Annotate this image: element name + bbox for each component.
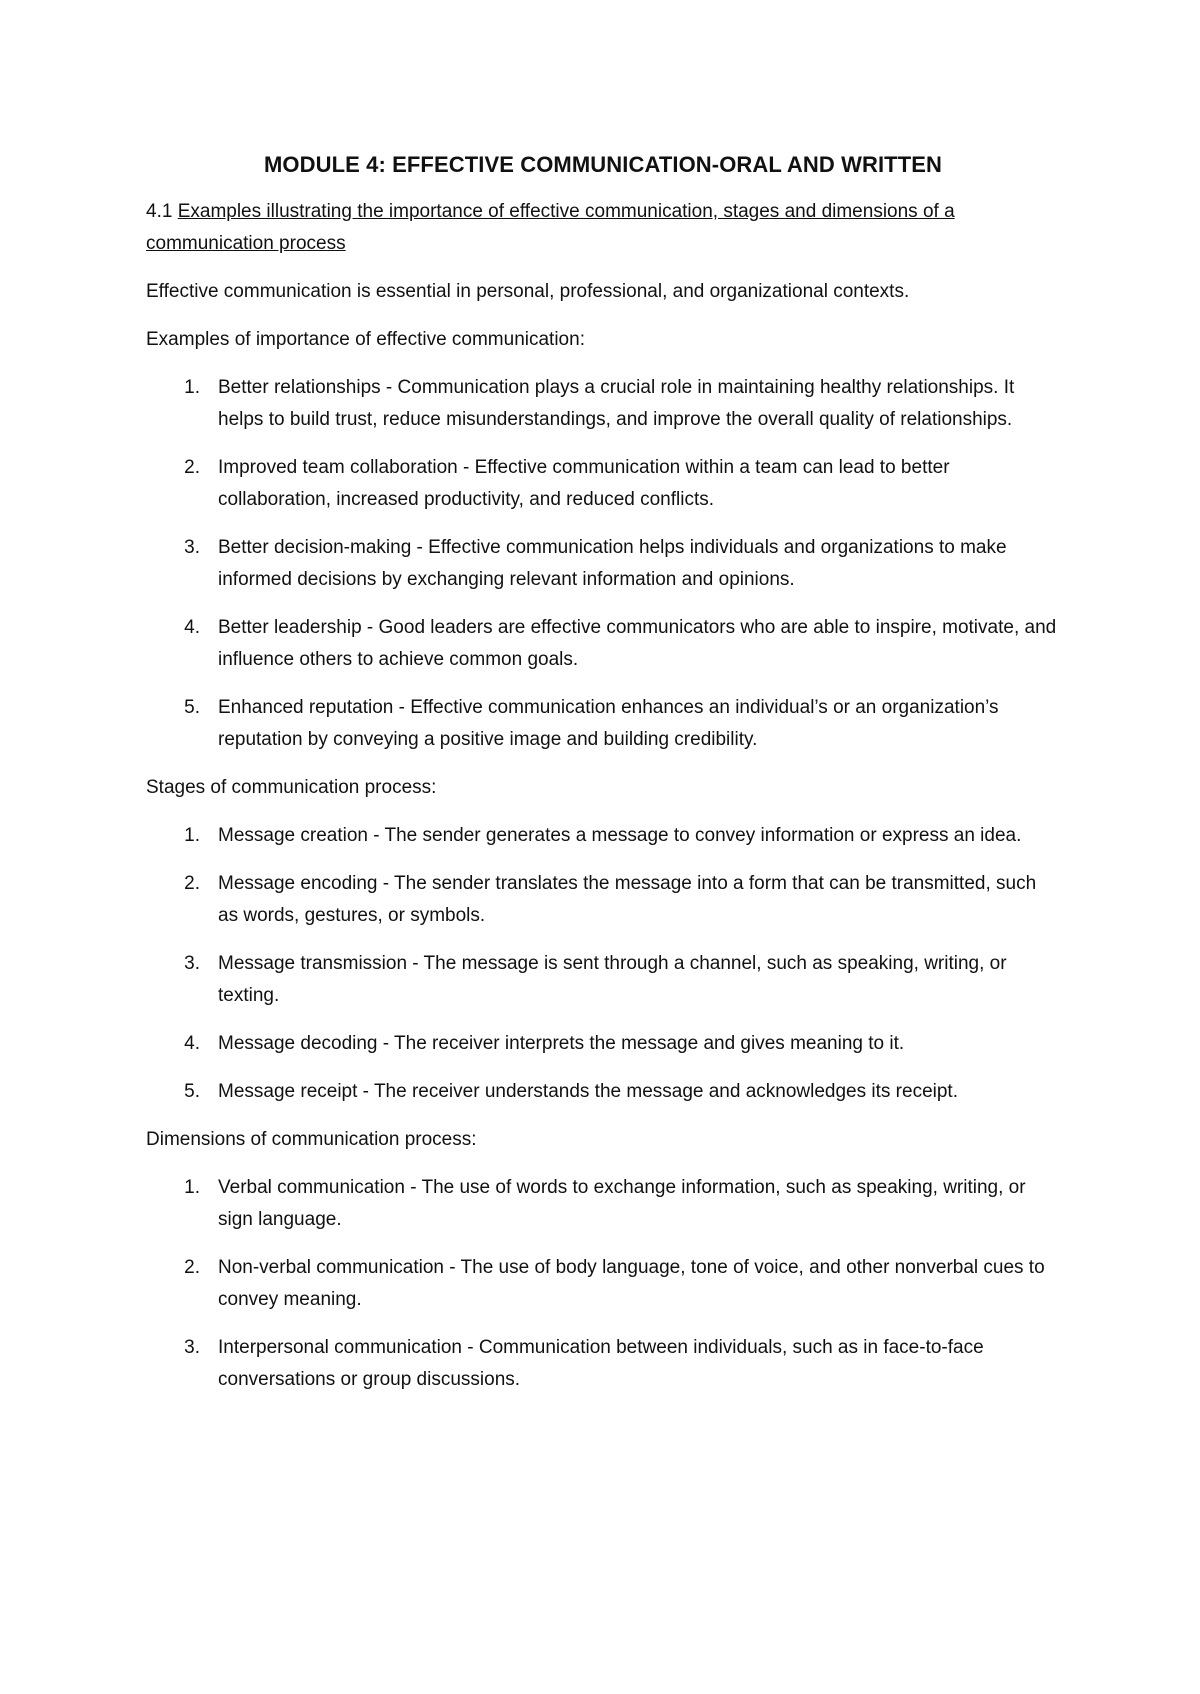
list-text: Improved team collaboration - Effective communication within a team can lead to better collaboration, increased productivity, and reduced conflicts. [218,457,950,510]
dimensions-list [146,1172,1060,1396]
list-text: Enhanced reputation - Effective communication enhances an individual’s or an organization’s reputation by conveying a positive image and building credibility. [218,697,999,750]
list-item [146,948,1060,1012]
dimensions-heading: Dimensions of communication process: [146,1129,477,1150]
list-item [146,820,1060,852]
list-text: Better decision-making - Effective communication helps individuals and organizations to make informed decisions by exchanging relevant information and opinions. [218,537,1007,590]
list-item [146,452,1060,516]
list-number: 3. [184,953,200,974]
list-number: 2. [184,873,200,894]
list-text: Message encoding - The sender translates the message into a form that can be transmitted, such as words, gestures, or symbols. [218,873,1037,926]
list-text: Verbal communication - The use of words to exchange information, such as speaking, writing, or sign language. [218,1177,1026,1230]
list-number: 5. [184,1081,200,1102]
list-item [146,1252,1060,1316]
list-number: 1. [184,1177,200,1198]
subheading-number: 4.1 [146,201,173,222]
list-item [146,372,1060,436]
list-text: Better relationships - Communication plays a crucial role in maintaining healthy relationships. It helps to build trust, reduce misunderstandings, and improve the overall quality of relationships. [218,377,1015,430]
list-text: Interpersonal communication - Communication between individuals, such as in face-to-face conversations or group discussions. [218,1337,984,1390]
list-text: Message decoding - The receiver interprets the message and gives meaning to it. [218,1033,905,1054]
list-number: 5. [184,697,200,718]
list-item [146,1028,1060,1060]
stages-list [146,820,1060,1108]
list-number: 4. [184,1033,200,1054]
stages-heading: Stages of communication process: [146,777,437,798]
importance-heading: Examples of importance of effective communication: [146,329,585,350]
list-number: 1. [184,825,200,846]
section-subheading [146,196,1060,260]
subheading-text: Examples illustrating the importance of effective communication, stages and dimensions of a communication process [146,201,955,254]
page-title: MODULE 4: EFFECTIVE COMMUNICATION-ORAL AND WRITTEN [264,152,942,177]
list-text: Message creation - The sender generates a message to convey information or express an idea. [218,825,1022,846]
importance-list [146,372,1060,756]
intro-paragraph: Effective communication is essential in personal, professional, and organizational contexts. [146,281,910,302]
list-text: Message receipt - The receiver understands the message and acknowledges its receipt. [218,1081,958,1102]
list-number: 4. [184,617,200,638]
list-item [146,612,1060,676]
list-number: 3. [184,537,200,558]
list-text: Better leadership - Good leaders are effective communicators who are able to inspire, motivate, and influence others to achieve common goals. [218,617,1057,670]
list-item [146,692,1060,756]
list-number: 3. [184,1337,200,1358]
list-item [146,532,1060,596]
list-item [146,1172,1060,1236]
list-text: Message transmission - The message is sent through a channel, such as speaking, writing, or texting. [218,953,1007,1006]
list-number: 2. [184,457,200,478]
list-item [146,1332,1060,1396]
list-text: Non-verbal communication - The use of body language, tone of voice, and other nonverbal cues to convey meaning. [218,1257,1045,1310]
list-item [146,868,1060,932]
list-number: 1. [184,377,200,398]
list-item [146,1076,1060,1108]
list-number: 2. [184,1257,200,1278]
